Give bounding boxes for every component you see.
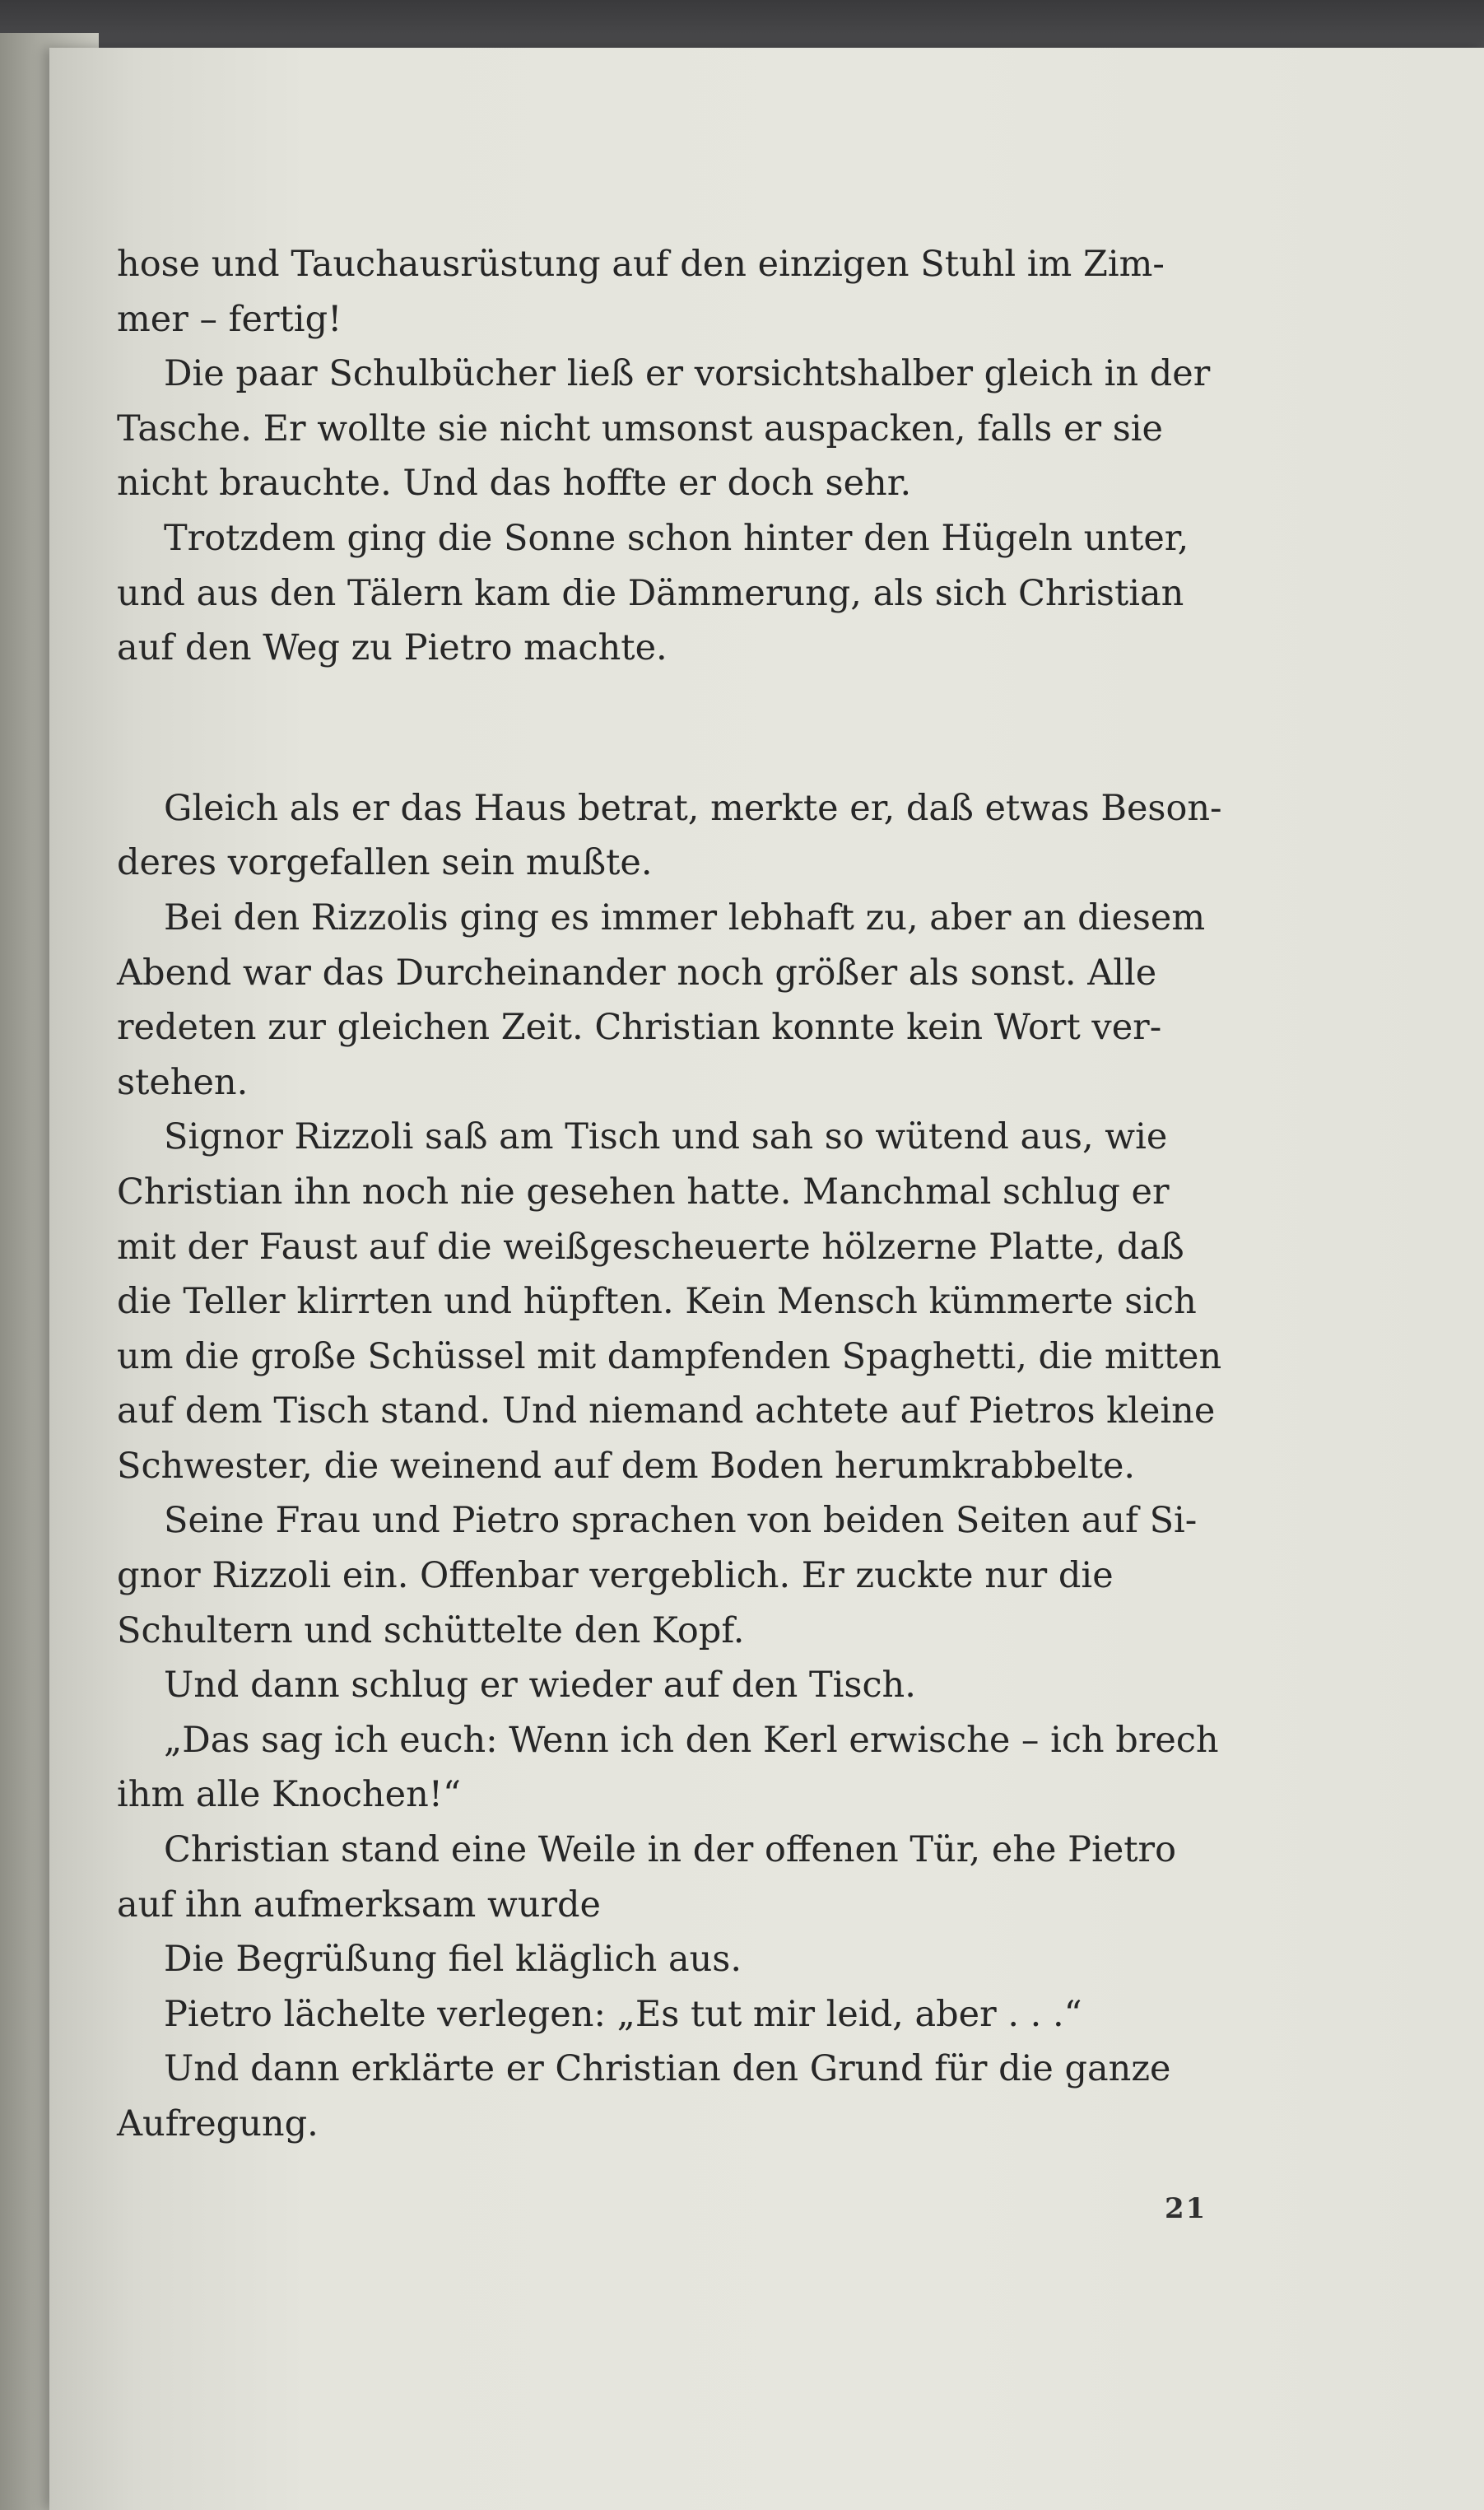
paragraph-11 [117,1932,1302,1987]
paragraph-3 [117,511,1302,676]
text-line: Signor Rizzoli saß am Tisch und sah so wütend aus, wie [164,1116,1168,1158]
text-line: Schwester, die weinend auf dem Boden herumkrabbelte. [117,1445,1136,1487]
text-line: Schultern und schüttelte den Kopf. [117,1609,745,1651]
text-line: mer – fertig! [117,298,342,340]
text-line: die Teller klirrten und hüpften. Kein Mensch kümmerte sich [117,1281,1197,1323]
text-line: Die paar Schulbücher ließ er vorsichtshalber gleich in der [164,353,1211,395]
paragraph-4 [117,781,1302,891]
text-line: Abend war das Durcheinander noch größer als sonst. Alle [117,952,1157,994]
text-line: Gleich als er das Haus betrat, merkte er, daß etwas Beson- [164,787,1222,829]
text-line: „Das sag ich euch: Wenn ich den Kerl erwische – ich brech [164,1719,1219,1761]
text-line: stehen. [117,1061,249,1103]
book-page [49,48,1484,2510]
text-line: Christian ihn noch nie gesehen hatte. Manchmal schlug er [117,1171,1170,1213]
text-line: gnor Rizzoli ein. Offenbar vergeblich. Er zuckte nur die [117,1555,1114,1597]
text-line: auf ihn aufmerksam wurde [117,1884,601,1926]
text-line: redeten zur gleichen Zeit. Christian konnte kein Wort ver- [117,1007,1162,1049]
paragraph-9 [117,1713,1302,1823]
text-line: Die Begrüßung fiel kläglich aus. [164,1939,742,1981]
paragraph-6 [117,1110,1302,1493]
text-line: Pietro lächelte verlegen: „Es tut mir leid, aber . . .“ [164,1993,1082,2035]
text-line: auf den Weg zu Pietro machte. [117,627,668,669]
paragraph-8 [117,1658,1302,1713]
text-line: nicht brauchte. Und das hoffte er doch sehr. [117,463,912,505]
section-break [117,676,1302,781]
text-line: um die große Schüssel mit dampfenden Spaghetti, die mitten [117,1335,1222,1377]
paragraph-7 [117,1493,1302,1658]
text-line: Und dann erklärte er Christian den Grund für die ganze [164,2048,1171,2090]
text-line: Und dann schlug er wieder auf den Tisch. [164,1665,916,1707]
text-line: ihm alle Knochen!“ [117,1774,462,1816]
text-line: deres vorgefallen sein mußte. [117,842,653,884]
paragraph-2 [117,347,1302,511]
text-line: auf dem Tisch stand. Und niemand achtete auf Pietros kleine [117,1390,1216,1432]
text-line: und aus den Tälern kam die Dämmerung, als sich Christian [117,572,1184,614]
paragraph-12 [117,1987,1302,2042]
paragraph-1 [117,237,1302,347]
text-line: Seine Frau und Pietro sprachen von beiden Seiten auf Si- [164,1500,1198,1542]
text-line: Aufregung. [117,2103,319,2144]
text-line: Tasche. Er wollte sie nicht umsonst auspacken, falls er sie [117,407,1163,449]
text-line: mit der Faust auf die weißgescheuerte hölzerne Platte, daß [117,1226,1184,1268]
page-number: 21 [1165,2192,1207,2225]
body-text [117,237,1302,2152]
text-line: Bei den Rizzolis ging es immer lebhaft zu, aber an diesem [164,896,1206,938]
paragraph-13 [117,2042,1302,2151]
paragraph-10 [117,1823,1302,1932]
text-line: hose und Tauchausrüstung auf den einzigen Stuhl im Zim- [117,244,1165,285]
text-line: Trotzdem ging die Sonne schon hinter den Hügeln unter, [164,517,1189,559]
text-line: Christian stand eine Weile in der offenen Tür, ehe Pietro [164,1829,1176,1871]
paragraph-5 [117,891,1302,1110]
